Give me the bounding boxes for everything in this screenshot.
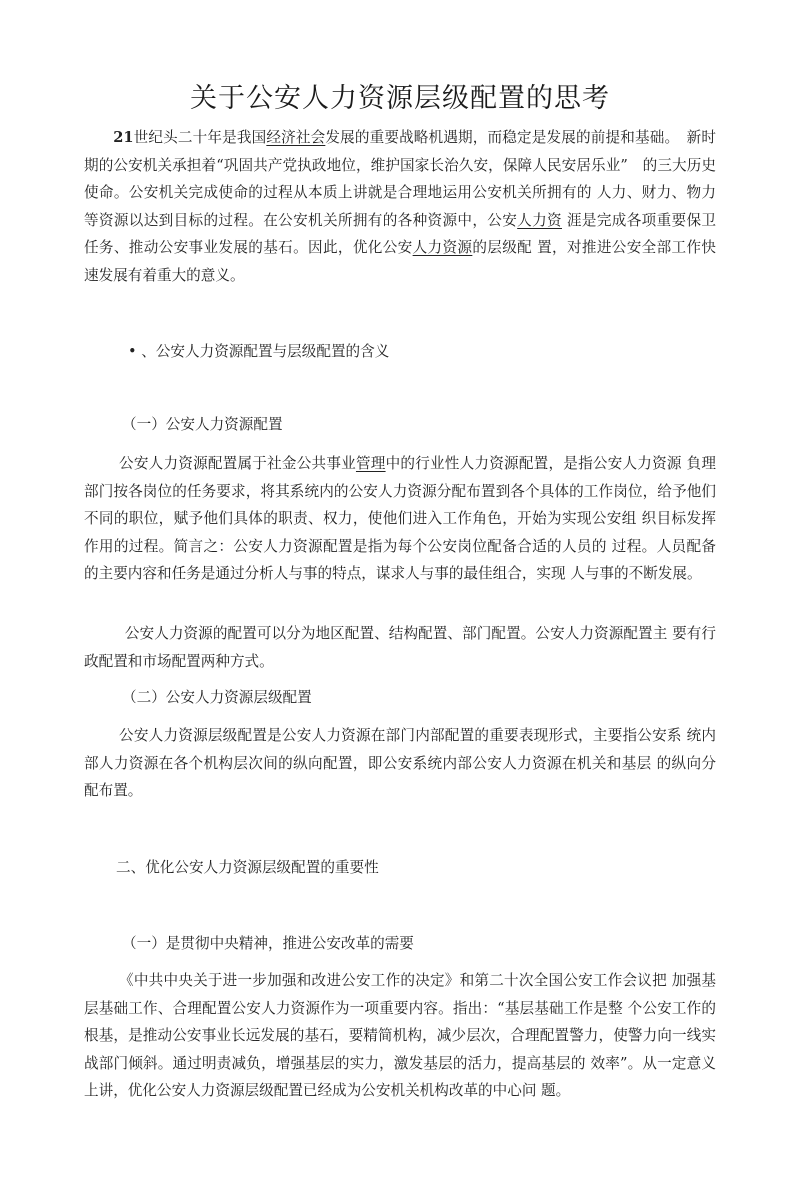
link-economic-society[interactable]: 经济社会 — [266, 129, 326, 146]
subsection-1-paragraph-2: 公安人力资源的配置可以分为地区配置、结构配置、部门配置。公安人力资源配置主 要有行政配置和市场配置两种方式。 — [84, 625, 716, 670]
sub1-text-2: 中的行业性人力资源配置，是指公安人力资源 負理部门按各岗位的任务要求，将其系统内的公安人力资源分配布置到各个具体的工作岗位，给予他们不同的职位，赋予他们具体的职责、权力，使他们进入工作角色，开始为实现公安组 织目标发挥作用的过程。简言之：公安人力资源配置是指为每个公安岗位配备合适的人员的 过程。人员配备的主要内容和任务是通过分析人与事的特点，谋求人与事的最佳组合，实现 人与事的不断发展。 — [84, 455, 716, 582]
section-2-heading: 二、优化公安人力资源层级配置的重要性 — [116, 859, 379, 876]
link-management[interactable]: 管理 — [355, 455, 386, 472]
intro-text-2: 发展的重要战略机遇期，而稳定是发展的前提和基础。 新时期的公安机关承担着“巩固共产党执政地位，维护国家长治久安，保障人民安居乐业” 的三大历史使命。公安机关完成使命的过程从本质上讲就是合理地运用公安机关所拥有的 人力、财力、物力等资源以达到目标的过程。在公安机关所拥有的各种资源中，公安 — [84, 129, 716, 229]
link-human-resources-1[interactable]: 人力资 — [517, 211, 562, 229]
sub1-text-1: 公安人力资源配置属于社金公共事业 — [119, 455, 356, 472]
subsection-3-paragraph: 《中共中央关于进一步加强和改进公安工作的决定》和第二十次全国公安工作会议把 加强基层基础工作、合理配置公安人力资源作为一项重要内容。指出：“基层基础工作是整 个公安工作的根基，是推动公安事业长远发展的基石，要精简机构，减少层次，合理配置警力，使警力向一线实战部门倾斜。通过明责减负，增强基层的实力，激发基层的活力，提高基层的 效率”。从一定意义上讲，优化公安人力资源层级配置已经成为公安机关机构改革的中心问 题。 — [84, 972, 716, 1099]
page-title: 关于公安人力资源层级配置的思考 — [190, 83, 610, 114]
section-1-heading: • 、公安人力资源配置与层级配置的含义 — [128, 343, 390, 360]
subsection-1-heading: （一）公安人力资源配置 — [122, 416, 283, 433]
link-human-resources-2[interactable]: 人力资源 — [412, 239, 473, 256]
intro-text-4: 的层级配 置，对推进公安全部工作快速发展有着重大的意义。 — [84, 239, 716, 284]
intro-number: 21 — [113, 129, 134, 146]
intro-paragraph — [84, 124, 716, 289]
intro-text-1: 世纪头二十年是我国 — [133, 129, 267, 146]
subsection-1-paragraph — [84, 450, 716, 588]
subsection-2-paragraph: 公安人力资源层级配置是公安人力资源在部门内部配置的重要表现形式，主要指公安系 统内部人力资源在各个机构层次间的纵向配置，即公安系统内部公安人力资源在机关和基层 的纵向分配布置。 — [84, 727, 716, 799]
intro-text-3: 涯是完成各项重要保卫任务、推动公安事业发展的基石。因此，优化公安 — [84, 211, 716, 256]
subsection-2-heading: （二）公安人力资源层级配置 — [122, 689, 312, 706]
subsection-3-heading: （一）是贯彻中央精神，推进公安改革的需要 — [122, 935, 414, 952]
